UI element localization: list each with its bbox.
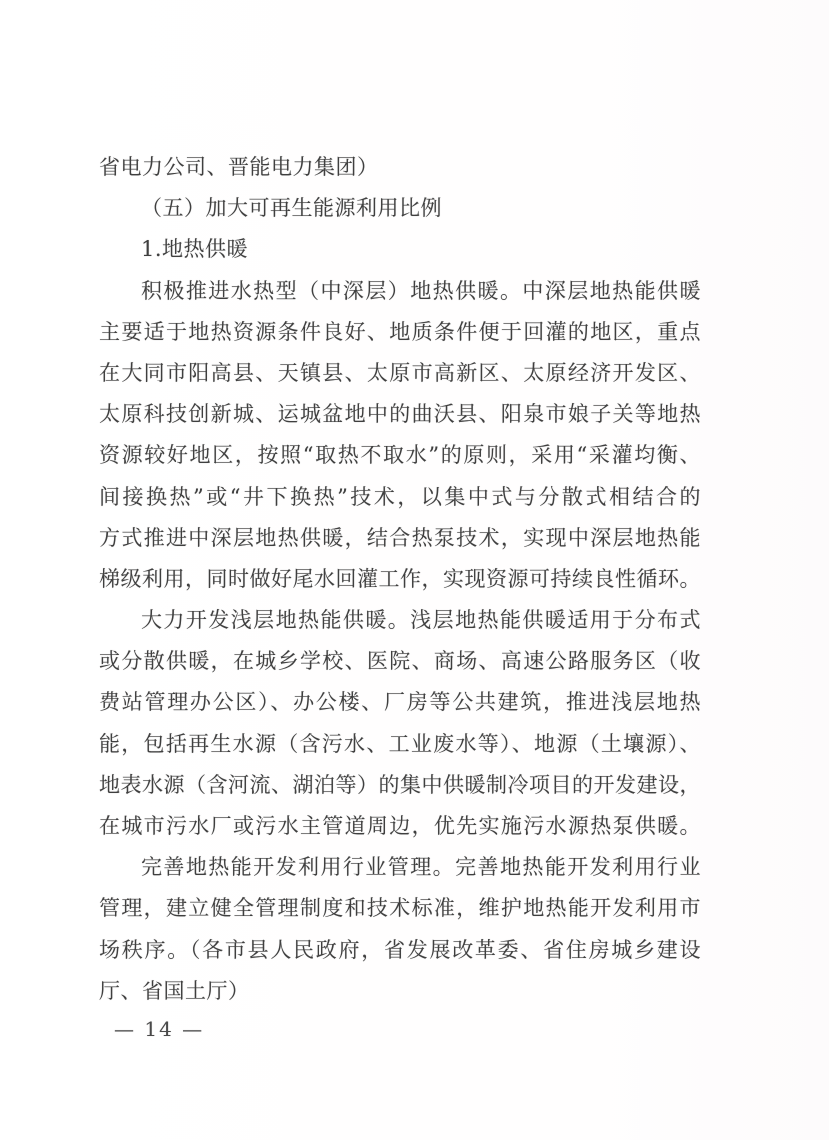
document-body <box>99 147 701 1012</box>
page-number: — 14 — <box>114 1017 205 1041</box>
paragraph1-line: 间接换热”或“井下换热”技术，以集中式与分散式相结合的 <box>99 484 701 509</box>
paragraph2-line: 在城市污水厂或污水主管道周边，优先实施污水源热泵供暖。 <box>99 814 701 838</box>
paragraph1-line: 资源较好地区，按照“取热不取水”的原则，采用“采灌均衡、 <box>99 443 701 468</box>
paragraph1-line: 在大同市阳高县、天镇县、太原市高新区、太原经济开发区、 <box>99 360 701 385</box>
paragraph1-line: 主要适于地热资源条件良好、地质条件便于回灌的地区，重点 <box>99 319 701 344</box>
paragraph3-line: 场秩序。（各市县人民政府，省发展改革委、省住房城乡建设 <box>99 937 701 962</box>
paragraph1-line: 太原科技创新城、运城盆地中的曲沃县、阳泉市娘子关等地热 <box>99 402 701 427</box>
body-line-continuation: 省电力公司、晋能电力集团） <box>99 155 379 179</box>
paragraph1-line: 方式推进中深层地热供暖，结合热泵技术，实现中深层地热能 <box>99 525 701 550</box>
paragraph2-line: 地表水源（含河流、湖泊等）的集中供暖制冷项目的开发建设， <box>99 772 701 797</box>
paragraph3-line: 厅、省国土厅） <box>99 978 250 1003</box>
paragraph3-line: 完善地热能开发利用行业管理。完善地热能开发利用行业 <box>141 855 701 880</box>
paragraph3-line: 管理，建立健全管理制度和技术标准，维护地热能开发利用市 <box>99 896 701 921</box>
paragraph1-line: 梯级利用，同时做好尾水回灌工作，实现资源可持续良性循环。 <box>99 566 701 591</box>
paragraph2-line: 大力开发浅层地热能供暖。浅层地热能供暖适用于分布式 <box>141 608 701 633</box>
paragraph2-line: 能，包括再生水源（含污水、工业废水等）、地源（土壤源）、 <box>99 731 701 756</box>
paragraph2-line: 或分散供暖，在城乡学校、医院、商场、高速公路服务区（收 <box>99 649 701 674</box>
section-heading-line: （五）加大可再生能源利用比例 <box>141 196 442 221</box>
subsection-heading-line: 1.地热供暖 <box>141 237 249 262</box>
paragraph1-line: 积极推进水热型（中深层）地热供暖。中深层地热能供暖 <box>141 278 701 303</box>
paragraph2-line: 费站管理办公区）、办公楼、厂房等公共建筑，推进浅层地热 <box>99 690 701 715</box>
